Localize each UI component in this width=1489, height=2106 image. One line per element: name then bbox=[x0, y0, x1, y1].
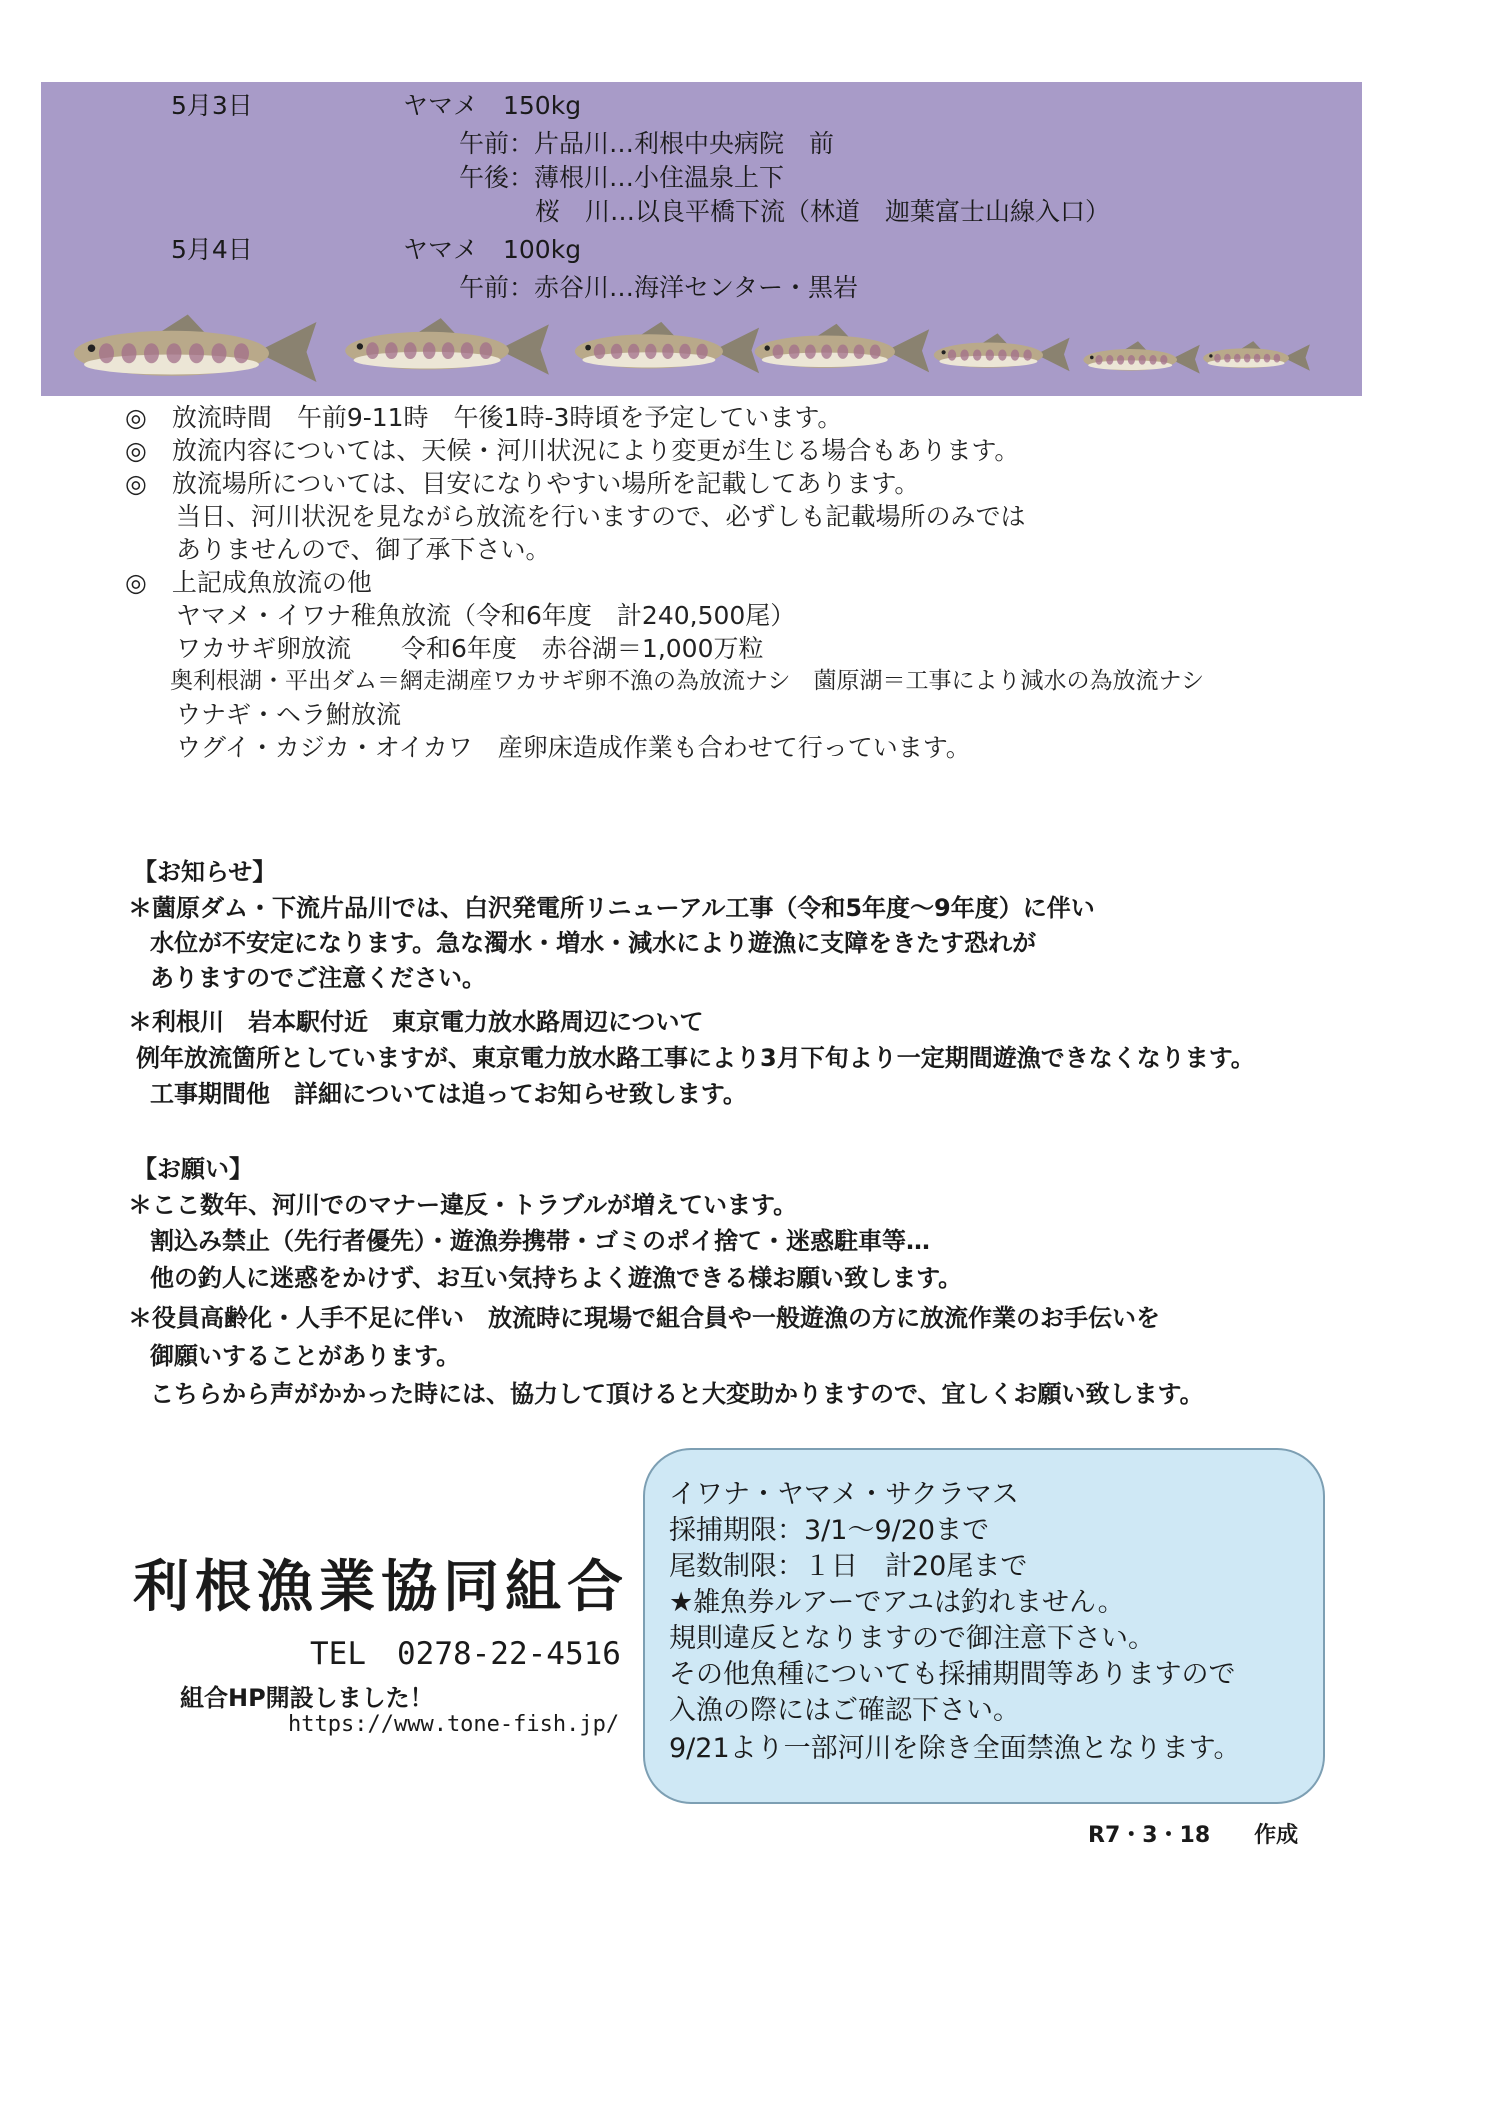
note-line: ありませんので、御了承下さい。 bbox=[176, 535, 551, 564]
notice-line: ＊薗原ダム・下流片品川では、白沢発電所リニューアル工事（令和5年度～9年度）に伴い bbox=[128, 894, 1095, 922]
note-line: ◎ 放流時間 午前9-11時 午後1時-3時頃を予定しています。 bbox=[125, 403, 843, 432]
request-line: 他の釣人に迷惑をかけず、お互い気持ちよく遊漁できる様お願い致します。 bbox=[150, 1264, 963, 1292]
organization-phone: TEL 0278-22-4516 bbox=[310, 1636, 621, 1672]
request-line: 御願いすることがあります。 bbox=[150, 1342, 461, 1370]
homepage-announcement: 組合HP開設しました！ bbox=[180, 1684, 434, 1712]
yamame-trout-icon bbox=[1081, 340, 1201, 376]
day1-pm2: 桜 川…以良平橋下流（林道 迦葉富士山線入口） bbox=[535, 197, 1111, 226]
request-line: こちらから声がかかった時には、協力して頂けると大変助かりますので、宜しくお願い致します。 bbox=[150, 1380, 1204, 1408]
day1-am: 午前：片品川…利根中央病院 前 bbox=[459, 129, 835, 158]
notice-line: 例年放流箇所としていますが、東京電力放水路工事により3月下旬より一定期間遊漁できなくなります。 bbox=[136, 1044, 1255, 1072]
rule-line: 入漁の際にはご確認下さい。 bbox=[669, 1695, 1020, 1726]
rule-line: 規則違反となりますので御注意下さい。 bbox=[669, 1623, 1155, 1654]
note-line: 奥利根湖・平出ダム＝網走湖産ワカサギ卵不漁の為放流ナシ 薗原湖＝工事により減水の為放流ナシ bbox=[170, 668, 1205, 694]
day2-am: 午前：赤谷川…海洋センター・黒岩 bbox=[459, 273, 859, 302]
yamame-trout-icon bbox=[571, 320, 761, 377]
rule-line: イワナ・ヤマメ・サクラマス bbox=[669, 1479, 1019, 1510]
rule-line: ★雑魚券ルアーでアユは釣れません。 bbox=[669, 1587, 1125, 1618]
release-schedule-box bbox=[41, 82, 1362, 396]
notice-line: ありますのでご注意ください。 bbox=[150, 964, 486, 992]
yamame-trout-icon bbox=[69, 312, 319, 387]
fish-illustration-row bbox=[41, 304, 1362, 396]
notice-heading: 【お知らせ】 bbox=[133, 858, 277, 886]
note-line: ◎ 放流内容については、天候・河川状況により変更が生じる場合もあります。 bbox=[125, 436, 1020, 465]
note-line: ヤマメ・イワナ稚魚放流（令和6年度 計240,500尾） bbox=[176, 601, 796, 630]
notice-line: 工事期間他 詳細については追ってお知らせ致します。 bbox=[150, 1080, 747, 1108]
request-line: 割込み禁止（先行者優先）・遊漁券携帯・ゴミのポイ捨て・迷惑駐車等… bbox=[150, 1227, 930, 1255]
day2-fish: ヤマメ 100kg bbox=[403, 235, 582, 264]
request-line: ＊役員高齢化・人手不足に伴い 放流時に現場で組合員や一般遊漁の方に放流作業のお手伝いを bbox=[128, 1304, 1160, 1332]
day1-fish: ヤマメ 150kg bbox=[403, 91, 582, 120]
note-line: ◎ 上記成魚放流の他 bbox=[125, 568, 372, 597]
rule-line: その他魚種についても採捕期間等ありますので bbox=[669, 1659, 1236, 1690]
notice-line: ＊利根川 岩本駅付近 東京電力放水路周辺について bbox=[128, 1008, 704, 1036]
notice-line: 水位が不安定になります。急な濁水・増水・減水により遊漁に支障をきたす恐れが bbox=[150, 929, 1037, 957]
note-line: 当日、河川状況を見ながら放流を行いますので、必ずしも記載場所のみでは bbox=[176, 502, 1026, 531]
homepage-url[interactable]: https://www.tone-fish.jp/ bbox=[288, 1712, 620, 1737]
day1-pm1: 午後：薄根川…小住温泉上下 bbox=[459, 163, 785, 192]
yamame-trout-icon bbox=[341, 316, 551, 379]
day2-date: 5月4日 bbox=[171, 235, 253, 264]
request-heading: 【お願い】 bbox=[133, 1155, 253, 1183]
yamame-trout-icon bbox=[1201, 340, 1311, 373]
yamame-trout-icon bbox=[751, 322, 931, 376]
request-line: ＊ここ数年、河川でのマナー違反・トラブルが増えています。 bbox=[128, 1191, 798, 1219]
organization-name: 利根漁業協同組合 bbox=[133, 1555, 629, 1620]
note-line: ワカサギ卵放流 令和6年度 赤谷湖＝1,000万粒 bbox=[176, 634, 764, 663]
day1-date: 5月3日 bbox=[171, 91, 253, 120]
note-line: ウグイ・カジカ・オイカワ 産卵床造成作業も合わせて行っています。 bbox=[176, 733, 971, 762]
note-line: ウナギ・ヘラ鮒放流 bbox=[176, 700, 402, 729]
yamame-trout-icon bbox=[931, 332, 1071, 374]
rule-line: 採捕期限：3/1～9/20まで bbox=[669, 1515, 990, 1546]
fishing-rules-box bbox=[643, 1448, 1325, 1804]
note-line: ◎ 放流場所については、目安になりやすい場所を記載してあります。 bbox=[125, 469, 920, 498]
rule-line: 9/21より一部河川を除き全面禁漁となります。 bbox=[669, 1733, 1241, 1764]
rule-line: 尾数制限：１日 計20尾まで bbox=[669, 1551, 1028, 1582]
created-date: R7・3・18 作成 bbox=[1088, 1823, 1299, 1848]
